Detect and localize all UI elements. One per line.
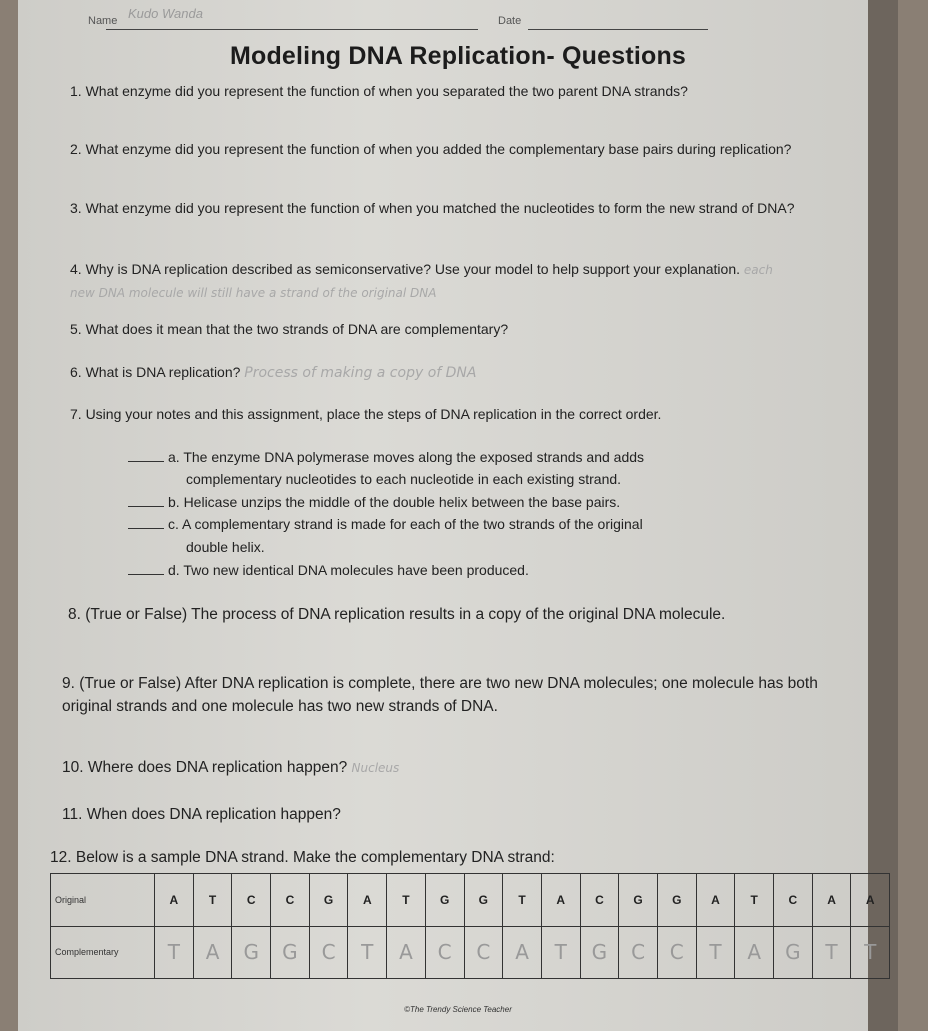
- complementary-strand-row: [51, 926, 889, 978]
- question-10-answer: Nucleus: [351, 761, 400, 775]
- original-label: Original: [51, 874, 155, 926]
- original-base-cell: A: [542, 874, 581, 926]
- original-strand-row: [51, 874, 889, 927]
- question-3: 3. What enzyme did you represent the function of when you matched the nucleotides to form the new strand of DNA?: [70, 200, 795, 216]
- complementary-base-cell[interactable]: A: [194, 926, 233, 978]
- page-title: Modeling DNA Replication- Questions: [229, 42, 687, 70]
- question-6-answer: Process of making a copy of DNA: [244, 365, 477, 381]
- step-b: b. Helicase unzips the middle of the double helix between the base pairs.: [128, 491, 620, 513]
- question-10-text: 10. Where does DNA replication happen?: [62, 759, 348, 776]
- complementary-base-cell[interactable]: G: [271, 926, 310, 978]
- original-base-cell: T: [387, 874, 426, 926]
- step-c-blank[interactable]: [128, 528, 164, 529]
- question-5: 5. What does it mean that the two strands of DNA are complementary?: [70, 321, 509, 337]
- original-base-cell: T: [194, 874, 233, 926]
- complementary-base-cell[interactable]: G: [774, 926, 813, 978]
- original-base-cell: G: [310, 874, 349, 926]
- original-base-cell: C: [232, 874, 271, 926]
- complementary-base-cell[interactable]: A: [387, 926, 426, 978]
- original-base-cell: G: [619, 874, 658, 926]
- step-d-blank[interactable]: [128, 574, 164, 575]
- step-b-blank[interactable]: [128, 506, 164, 507]
- complementary-base-cell[interactable]: C: [426, 926, 465, 978]
- complementary-base-cell[interactable]: T: [155, 926, 194, 978]
- question-6: [70, 361, 810, 384]
- complementary-base-cell[interactable]: A: [735, 926, 774, 978]
- question-4-answer: each new DNA molecule will still have a strand of the original DNA: [70, 263, 773, 300]
- complementary-label: Complementary: [51, 926, 155, 978]
- question-2: 2. What enzyme did you represent the function of when you added the complementary base pairs during replication?: [70, 141, 792, 157]
- date-rule: [528, 29, 708, 30]
- original-base-cell: C: [774, 874, 813, 926]
- step-c-cont: double helix.: [186, 539, 265, 555]
- original-base-cell: A: [813, 874, 852, 926]
- step-a-blank[interactable]: [128, 461, 164, 462]
- question-1: 1. What enzyme did you represent the function of when you separated the two parent DNA strands?: [70, 83, 688, 99]
- question-8: 8. (True or False) The process of DNA replication results in a copy of the original DNA molecule.: [68, 606, 726, 623]
- original-base-cell: G: [658, 874, 697, 926]
- step-d: d. Two new identical DNA molecules have been produced.: [128, 559, 529, 581]
- original-base-cell: A: [155, 874, 194, 926]
- question-7: 7. Using your notes and this assignment, place the steps of DNA replication in the correct order.: [70, 406, 662, 422]
- original-base-cell: T: [735, 874, 774, 926]
- step-a-cont: complementary nucleotides to each nucleotide in each existing strand.: [186, 471, 622, 487]
- name-label: Name: [88, 15, 118, 27]
- complementary-base-cell[interactable]: C: [619, 926, 658, 978]
- complementary-base-cell[interactable]: C: [658, 926, 697, 978]
- question-12: 12. Below is a sample DNA strand. Make the complementary DNA strand:: [50, 849, 555, 866]
- name-rule: [106, 29, 478, 30]
- complementary-base-cell[interactable]: T: [542, 926, 581, 978]
- complementary-base-cell[interactable]: T: [864, 940, 877, 964]
- original-base-cell: G: [426, 874, 465, 926]
- complementary-base-cell[interactable]: C: [465, 926, 504, 978]
- complementary-base-cell[interactable]: T: [697, 926, 736, 978]
- question-11: 11. When does DNA replication happen?: [62, 806, 341, 823]
- name-handwritten: Kudo Wanda: [128, 6, 203, 21]
- footer-credit: ©The Trendy Science Teacher: [404, 1005, 512, 1014]
- question-10: [62, 756, 822, 780]
- question-4-text: 4. Why is DNA replication described as semiconservative? Use your model to help support your explanation.: [70, 261, 740, 277]
- question-6-text: 6. What is DNA replication?: [70, 364, 241, 380]
- step-a: a. The enzyme DNA polymerase moves along the exposed strands and adds: [128, 446, 644, 468]
- date-label: Date: [498, 15, 522, 27]
- original-base-cell: A: [865, 893, 875, 907]
- complementary-base-cell[interactable]: G: [581, 926, 620, 978]
- question-4: [70, 258, 800, 304]
- step-c: c. A complementary strand is made for each of the two strands of the original: [128, 513, 643, 535]
- dna-strand-table: [50, 873, 890, 979]
- worksheet-page: [18, 0, 898, 1031]
- complementary-base-cell[interactable]: C: [310, 926, 349, 978]
- complementary-base-cell[interactable]: T: [813, 926, 852, 978]
- original-base-cell: C: [581, 874, 620, 926]
- question-9: 9. (True or False) After DNA replication is complete, there are two new DNA molecules; one molecule has both original strands and one molecule has two new strands of DNA.: [62, 675, 818, 715]
- original-base-cell: A: [348, 874, 387, 926]
- complementary-base-cell[interactable]: A: [503, 926, 542, 978]
- original-base-cell: T: [503, 874, 542, 926]
- original-base-cell: G: [465, 874, 504, 926]
- original-base-cell: C: [271, 874, 310, 926]
- complementary-base-cell[interactable]: G: [232, 926, 271, 978]
- original-base-cell: A: [697, 874, 736, 926]
- complementary-base-cell[interactable]: T: [348, 926, 387, 978]
